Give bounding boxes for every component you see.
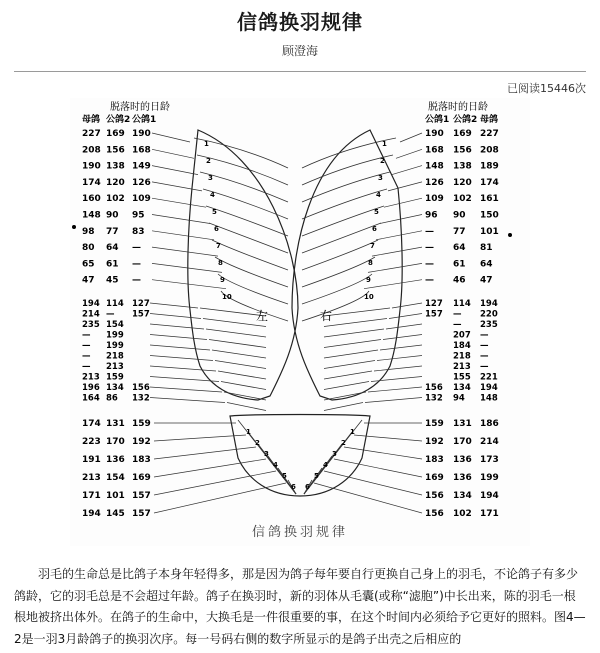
tail-right-cell: 199 [480,473,499,483]
primary-right-cell: 96 [425,210,438,221]
primary-left-cell: 174 [82,177,101,188]
primary-left-cell: 169 [106,129,125,139]
right-feather-number: 10 [364,293,374,301]
tail-left-cell: 169 [132,473,151,483]
primary-left-cell: 47 [82,275,95,286]
tail-right-cell: 136 [453,473,472,483]
left-tail-number: 3 [264,450,269,458]
primary-right-cell: 174 [480,177,499,188]
tail-right-cell: 134 [453,491,472,501]
secondary-right-cell: — [453,320,462,330]
tail-right-cell: 156 [425,509,444,519]
tail-left-cell: 191 [82,455,101,465]
left-tail-number: 2 [255,439,260,447]
primary-left-cell: 160 [82,194,101,205]
right-feather-number: 5 [374,208,379,216]
primary-right-cell: 208 [480,145,499,156]
tail-left-cell: 194 [82,509,101,519]
right-tail-number: 6 [305,483,310,491]
secondary-left-cell: 213 [106,362,124,372]
secondary-right-cell: 194 [480,383,498,393]
tail-left-cell: 136 [106,455,125,465]
secondary-left-cell: 86 [106,393,118,404]
right-tail-number: 1 [350,428,355,436]
primary-left-cell: 168 [132,145,151,156]
secondary-right-cell: 213 [453,362,471,372]
tail-left-cell: 213 [82,473,101,483]
tail-right-cell: 192 [425,437,444,447]
tail-right-cell: 102 [453,509,472,519]
secondary-left-cell: 164 [82,393,100,404]
secondary-right-cell: 207 [453,330,471,341]
right-tail-number: 2 [341,439,346,447]
primary-left-cell: 45 [106,275,119,286]
secondary-left-cell: 194 [82,299,100,309]
primary-right-cell: 148 [425,161,444,172]
primary-left-cell: 227 [82,129,101,139]
secondary-right-cell: 148 [480,393,498,404]
left-header-col: 公鸽1 [132,115,157,125]
primary-right-cell: 190 [425,129,444,139]
figure-caption: 信鸽换羽规律 [251,525,349,540]
tail-right-cell: 170 [453,437,472,447]
left-marker-dot [72,225,76,229]
right-feather-number: 9 [366,276,371,284]
secondary-right-cell: — [480,362,489,372]
article-paragraph: 羽毛的生命总是比鸽子本身年轻得多，那是因为鸽子每年要自行更换自己身上的羽毛，不论鸽子有多少鸽龄，它的羽毛总是不会超过年龄。鸽子在换羽时，新的羽体从毛囊(或称“滤胞”)中长出来，陈的羽毛一根根地被挤出体外。在鸽子的生命中，大换毛是一件很重要的事，在这个时间内必须给予它更好的照料。图4—2是一羽3月龄鸽子的换羽次序。每一号码右侧的数字所显示的是鸽子出壳之后相应的 [14,567,586,646]
secondary-left-cell: — [82,362,91,372]
secondary-right-cell: — [453,309,462,320]
secondary-left-cell: 196 [82,383,100,393]
right-feather-number: 1 [382,140,387,148]
tail-right-cell: 186 [480,419,499,429]
tail-left-cell: 145 [106,509,125,519]
primary-left-cell: 208 [82,145,101,156]
right-feather-number: 7 [370,242,375,250]
left-feather-number: 5 [212,208,217,216]
secondary-right-cell: 114 [453,299,471,309]
secondary-left-cell: 235 [82,320,100,330]
secondary-right-cell: — [480,330,489,341]
molt-diagram [70,98,530,546]
primary-left-cell: 64 [106,243,119,254]
secondary-left-cell: 134 [106,383,124,393]
right-feather-number: 4 [376,191,381,199]
title-divider [14,71,586,72]
primary-right-cell: 227 [480,129,499,139]
primary-right-cell: 64 [480,259,493,270]
secondary-left-cell: 156 [132,383,150,393]
primary-right-cell: 150 [480,210,499,221]
primary-right-cell: — [425,226,434,237]
secondary-left-cell: 132 [132,393,150,404]
left-feather-number: 3 [208,174,213,182]
secondary-right-cell: 194 [480,299,498,309]
secondary-right-cell: 221 [480,372,498,383]
tail-right-cell: 194 [480,491,499,501]
secondary-left-cell: — [82,341,91,351]
primary-right-cell: 109 [425,194,444,205]
primary-left-cell: 83 [132,226,145,237]
right-feather-number: 2 [380,157,385,165]
left-header-col: 母鸽 [82,115,101,125]
primary-left-cell: 65 [82,259,95,270]
right-feather-number: 6 [372,225,377,233]
secondary-left-cell: 213 [82,372,100,383]
tail-left-cell: 171 [82,491,101,501]
left-header-col: 公鸽2 [106,115,131,125]
secondary-right-cell: 184 [453,341,471,351]
primary-left-cell: 148 [82,210,101,221]
primary-right-cell: 161 [480,194,499,205]
secondary-right-cell: 156 [425,383,443,393]
right-wing-label: 右 [320,309,333,323]
right-tail-number: 4 [323,461,328,469]
tail-right-cell: 159 [425,419,444,429]
secondary-right-cell: 157 [425,309,443,320]
primary-right-cell: 156 [453,145,472,156]
primary-left-cell: 102 [106,194,125,205]
primary-right-cell: — [425,243,434,254]
left-tail-number: 6 [291,483,296,491]
right-tail-number: 3 [332,450,337,458]
tail-left-cell: 101 [106,491,125,501]
secondary-left-cell: 214 [82,309,100,320]
primary-left-cell: 109 [132,194,151,205]
tail-left-cell: 183 [132,455,151,465]
left-feather-number: 10 [222,293,232,301]
primary-left-cell: 190 [132,129,151,139]
primary-right-cell: 47 [480,275,493,286]
primary-right-cell: 120 [453,177,472,188]
right-header-col: 母鸽 [480,115,499,125]
tail-right-cell: 156 [425,491,444,501]
secondary-left-cell: — [106,309,115,320]
right-header-title: 脱落时的日龄 [428,102,488,113]
primary-left-cell: 138 [106,161,125,172]
primary-right-cell: — [425,275,434,286]
right-marker-dot [508,233,512,237]
right-feather-number: 3 [378,174,383,182]
primary-left-cell: 80 [82,243,95,254]
primary-left-cell: — [132,259,141,270]
primary-left-cell: — [132,275,141,286]
primary-right-cell: 90 [453,210,466,221]
left-feather-number: 2 [206,157,211,165]
tail-right-cell: 136 [453,455,472,465]
secondary-left-cell: 159 [106,372,124,383]
left-feather-number: 9 [220,276,225,284]
primary-right-cell: 168 [425,145,444,156]
right-tail-number: 5 [314,472,319,480]
secondary-right-cell: 220 [480,309,498,320]
primary-right-cell: 126 [425,177,444,188]
primary-left-cell: 190 [82,161,101,172]
left-feather-number: 1 [204,140,209,148]
left-feather-number: 6 [214,225,219,233]
primary-left-cell: 90 [106,210,119,221]
secondary-right-cell: — [480,351,489,362]
left-feather-number: 4 [210,191,215,199]
secondary-left-cell: 157 [132,309,150,320]
primary-left-cell: 95 [132,210,145,221]
primary-right-cell: 189 [480,161,499,172]
left-tail-number: 1 [246,428,251,436]
secondary-right-cell: 132 [425,393,443,404]
primary-left-cell: 149 [132,161,151,172]
secondary-right-cell: 94 [453,393,465,404]
primary-left-cell: 61 [106,259,119,270]
article-author[interactable]: 顾澄海 [281,44,318,58]
right-feather-number: 8 [368,259,373,267]
tail-right-cell: 183 [425,455,444,465]
primary-left-cell: 156 [106,145,125,156]
secondary-right-cell: 218 [453,351,471,362]
primary-left-cell: 126 [132,177,151,188]
secondary-right-cell: — [480,341,489,351]
left-tail-number: 5 [282,472,287,480]
primary-right-cell: 46 [453,275,466,286]
secondary-right-cell: 235 [480,320,498,330]
secondary-left-cell: 114 [106,299,124,309]
secondary-left-cell: 218 [106,351,124,362]
tail-left-cell: 223 [82,437,101,447]
left-feather-number: 8 [218,259,223,267]
left-header-title: 脱落时的日龄 [110,102,170,113]
tail-left-cell: 154 [106,473,125,483]
primary-right-cell: 77 [453,226,466,237]
tail-right-cell: 173 [480,455,499,465]
left-wing-label: 左 [256,309,269,323]
tail-left-cell: 174 [82,419,101,429]
left-tail-number: 4 [273,461,278,469]
secondary-left-cell: — [82,330,91,341]
primary-right-cell: 101 [480,226,499,237]
tail-left-cell: 157 [132,491,151,501]
primary-left-cell: 98 [82,226,95,237]
primary-right-cell: 138 [453,161,472,172]
secondary-left-cell: 127 [132,299,150,309]
primary-right-cell: 81 [480,243,493,254]
primary-right-cell: 64 [453,243,466,254]
tail-left-cell: 157 [132,509,151,519]
left-feather-number: 7 [216,242,221,250]
molt-diagram-svg [70,98,530,546]
secondary-right-cell: 155 [453,372,471,383]
tail-left-cell: 131 [106,419,125,429]
tail-right-cell: 131 [453,419,472,429]
tail-left-cell: 159 [132,419,151,429]
secondary-right-cell: 134 [453,383,471,393]
secondary-left-cell: 154 [106,320,124,330]
tail-right-cell: 214 [480,437,499,447]
primary-left-cell: 120 [106,177,125,188]
tail-left-cell: 192 [132,437,151,447]
primary-right-cell: 61 [453,259,466,270]
tail-right-cell: 171 [480,509,499,519]
tail-left-cell: 170 [106,437,125,447]
article-title: 信鸽换羽规律 [237,10,363,34]
secondary-left-cell: 199 [106,341,124,351]
secondary-left-cell: — [82,351,91,362]
primary-left-cell: — [132,243,141,254]
right-header-col: 公鸽2 [453,115,478,125]
primary-right-cell: — [425,259,434,270]
secondary-right-cell: 127 [425,299,443,309]
secondary-left-cell: 199 [106,330,124,341]
primary-right-cell: 169 [453,129,472,139]
primary-left-cell: 77 [106,226,119,237]
read-count: 已阅读15446次 [507,82,586,95]
primary-right-cell: 102 [453,194,472,205]
tail-right-cell: 169 [425,473,444,483]
right-header-col: 公鸽1 [425,115,450,125]
